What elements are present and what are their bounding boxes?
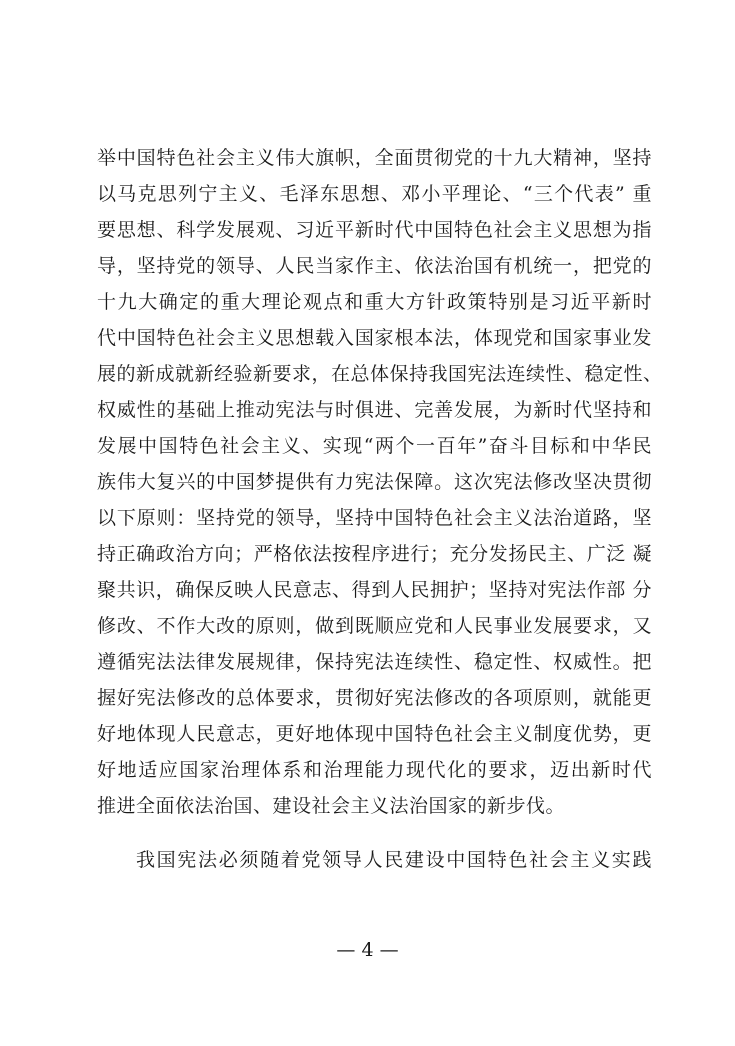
text-line: 权威性的基础上推动宪法与时俱进、完善发展，为新时代坚持和 [97, 399, 652, 421]
text-line: 好地体现人民意志，更好地体现中国特色社会主义制度优势，更 [97, 723, 652, 745]
text-line: 以马克思列宁主义、毛泽东思想、邓小平理论、“三个代表” 重 [97, 183, 652, 205]
paragraph-start-line: 我国宪法必须随着党领导人民建设中国特色社会主义实践 [136, 849, 652, 871]
text-line: 推进全面依法治国、建设社会主义法治国家的新步伐。 [97, 795, 566, 817]
text-line: 代中国特色社会主义思想载入国家根本法，体现党和国家事业发 [97, 327, 652, 349]
text-line: 好地适应国家治理体系和治理能力现代化的要求，迈出新时代 [97, 759, 652, 781]
text-line: 族伟大复兴的中国梦提供有力宪法保障。这次宪法修改坚决贯彻 [97, 471, 652, 493]
text-line: 展的新成就新经验新要求，在总体保持我国宪法连续性、稳定性、 [97, 363, 663, 385]
text-line: 聚共识，确保反映人民意志、得到人民拥护；坚持对宪法作部 分 [97, 579, 652, 601]
page-number: — 4 — [336, 939, 399, 961]
text-line: 要思想、科学发展观、习近平新时代中国特色社会主义思想为指 [97, 219, 652, 241]
text-line: 十九大确定的重大理论观点和重大方针政策特别是习近平新时 [97, 291, 652, 313]
text-line: 遵循宪法法律发展规律，保持宪法连续性、稳定性、权威性。把 [97, 651, 652, 673]
text-line: 导，坚持党的领导、人民当家作主、依法治国有机统一，把党的 [97, 255, 652, 277]
text-line: 握好宪法修改的总体要求，贯彻好宪法修改的各项原则，就能更 [97, 687, 652, 709]
text-line: 以下原则：坚持党的领导，坚持中国特色社会主义法治道路，坚 [97, 507, 652, 529]
text-line: 发展中国特色社会主义、实现“两个一百年”奋斗目标和中华民 [97, 435, 652, 457]
text-line: 修改、不作大改的原则，做到既顺应党和人民事业发展要求，又 [97, 615, 652, 637]
text-line: 举中国特色社会主义伟大旗帜，全面贯彻党的十九大精神，坚持 [97, 147, 652, 169]
text-line: 持正确政治方向；严格依法按程序进行；充分发扬民主、广泛 凝 [97, 543, 652, 565]
